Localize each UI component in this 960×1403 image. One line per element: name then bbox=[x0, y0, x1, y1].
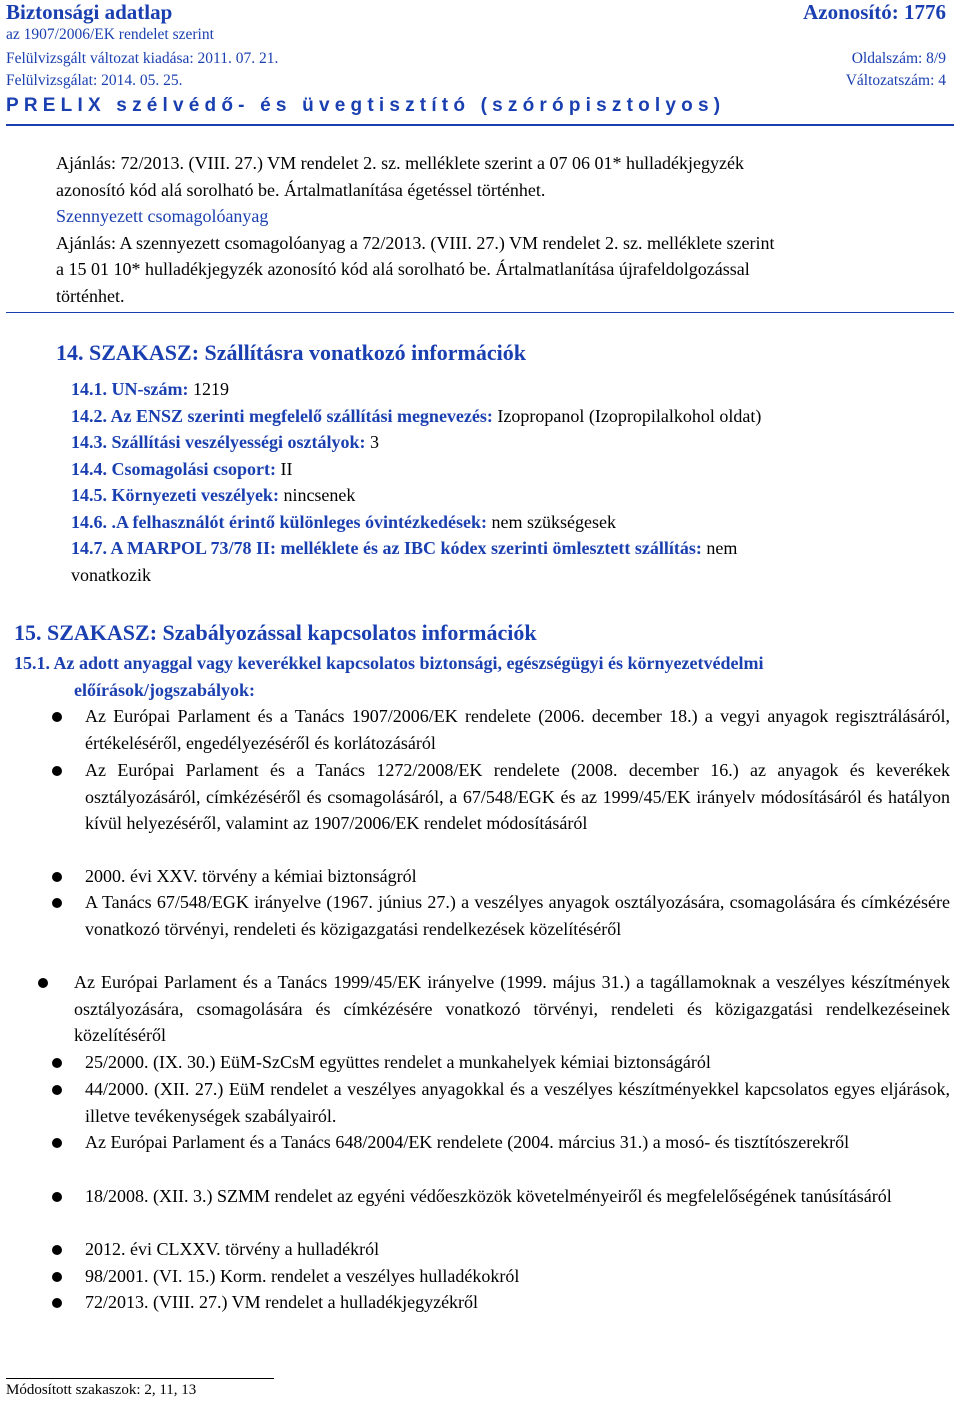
disposal-line-1: Ajánlás: 72/2013. (VIII. 27.) VM rendelet 2. sz. melléklete szerint a 07 06 01* hulladékjegyzék bbox=[56, 153, 744, 173]
regulation-reference: az 1907/2006/EK rendelet szerint bbox=[6, 26, 214, 43]
product-name: PRELIX szélvédő- és üvegtisztító (szórópisztolyos) bbox=[6, 95, 726, 116]
bullet-icon bbox=[52, 1192, 62, 1202]
header-divider bbox=[6, 124, 954, 126]
bulk-transport-row-cont: vonatkozik bbox=[71, 564, 151, 585]
section-15-heading: 15. SZAKASZ: Szabályozással kapcsolatos információk bbox=[14, 620, 537, 645]
packaging-line-3: történhet. bbox=[56, 285, 125, 306]
modified-sections: Módosított szakaszok: 2, 11, 13 bbox=[6, 1382, 197, 1398]
packing-group-row: 14.4. Csomagolási csoport: II bbox=[71, 458, 293, 479]
document-header bbox=[6, 0, 946, 25]
bullet-icon bbox=[52, 712, 62, 722]
document-title: Biztonsági adatlap bbox=[6, 0, 173, 24]
subsection-title-line-2: előírások/jogszabályok: bbox=[74, 679, 256, 700]
regulation-item: A Tanács 67/548/EGK irányelve (1967. június 27.) a veszélyes anyagok osztályozására, csomagolására és címkézésére vonatkozó törvényi, rendeleti és közigazgatási rendelkezések közelítéséről bbox=[85, 892, 950, 939]
regulation-item: 25/2000. (IX. 30.) EüM-SzCsM együttes rendelet a munkahelyek kémiai biztonságáról bbox=[85, 1052, 711, 1072]
version-number: Változatszám: 4 bbox=[845, 72, 946, 89]
regulation-item: 2000. évi XXV. törvény a kémiai biztonságról bbox=[85, 866, 417, 886]
environmental-hazards-row: 14.5. Környezeti veszélyek: nincsenek bbox=[71, 485, 356, 505]
regulation-item: 98/2001. (VI. 15.) Korm. rendelet a veszélyes hulladékokról bbox=[85, 1266, 520, 1286]
disposal-line-2: azonosító kód alá sorolható be. Ártalmatlanítása égetéssel történhet. bbox=[56, 179, 546, 200]
regulation-item: 72/2013. (VIII. 27.) VM rendelet a hulladékjegyzékről bbox=[85, 1292, 479, 1312]
regulations-subheading bbox=[14, 650, 952, 703]
regulation-item: 44/2000. (XII. 27.) EüM rendelet a veszélyes anyagokkal és a veszélyes készítményekkel kapcsolatos egyes eljárások, illetve tevékenységek szabályairól. bbox=[85, 1079, 950, 1126]
section-14-heading: 14. SZAKASZ: Szállításra vonatkozó információk bbox=[56, 340, 526, 365]
bullet-icon bbox=[52, 1058, 62, 1068]
section-divider bbox=[6, 312, 954, 313]
page-number: Oldalszám: 8/9 bbox=[851, 50, 946, 67]
special-precautions-row: 14.6. .A felhasználót érintő különleges óvintézkedések: nem szükségesek bbox=[71, 511, 616, 532]
regulation-item: Az Európai Parlament és a Tanács 1907/2006/EK rendelete (2006. december 18.) a vegyi anyagok regisztrálásáról, értékeléséről, engedélyezéséről és korlátozásáról bbox=[85, 706, 950, 753]
bullet-icon bbox=[52, 872, 62, 882]
subsection-title-line-1: Az adott anyaggal vagy keverékkel kapcsolatos biztonsági, egészségügyi és környezetvédelmi bbox=[53, 653, 764, 673]
shipping-name-row: 14.2. Az ENSZ szerinti megfelelő szállítási megnevezés: Izopropanol (Izopropilalkohol oldat) bbox=[71, 405, 762, 426]
hazard-class-row: 14.3. Szállítási veszélyességi osztályok: 3 bbox=[71, 432, 379, 452]
bullet-icon bbox=[52, 1272, 62, 1282]
packaging-line-1: Ajánlás: A szennyezett csomagolóanyag a 72/2013. (VIII. 27.) VM rendelet 2. sz. melléklete szerint bbox=[56, 232, 775, 253]
regulation-item: 18/2008. (XII. 3.) SZMM rendelet az egyéni védőeszközök követelményeiről és megfelelőségének tanúsításáról bbox=[85, 1186, 892, 1206]
subsection-number: 15.1. bbox=[14, 653, 50, 673]
packaging-line-2: a 15 01 10* hulladékjegyzék azonosító kód alá sorolható be. Ártalmatlanítása újrafeldolgozással bbox=[56, 259, 750, 279]
regulation-item: Az Európai Parlament és a Tanács 1999/45/EK irányelve (1999. május 31.) a tagállamoknak a veszélyes készítmények osztályozására, csomagolására és címkézésére vonatkozó törvényi, rendeleti és közigazgatási rendelkezéseinek közelítéséről bbox=[74, 972, 950, 1045]
bulk-transport-row: 14.7. A MARPOL 73/78 II: melléklete és az IBC kódex szerinti ömlesztett szállítás: nem bbox=[71, 538, 738, 558]
revised-issue-date: Felülvizsgált változat kiadása: 2011. 07. 21. bbox=[6, 50, 279, 67]
review-date: Felülvizsgálat: 2014. 05. 25. bbox=[6, 72, 183, 89]
regulation-item: 2012. évi CLXXV. törvény a hulladékról bbox=[85, 1239, 380, 1259]
bullet-icon bbox=[52, 1138, 62, 1148]
regulation-item: Az Európai Parlament és a Tanács 648/2004/EK rendelete (2004. március 31.) a mosó- és tisztítószerekről bbox=[85, 1132, 850, 1152]
bullet-icon bbox=[52, 1245, 62, 1255]
bullet-icon bbox=[52, 1298, 62, 1308]
bullet-icon bbox=[52, 1085, 62, 1095]
regulation-item: Az Európai Parlament és a Tanács 1272/2008/EK rendelete (2008. december 16.) az anyagok és keverékek osztályozásáról, címkézéséről és csomagolásáról, a 67/548/EGK és az 1999/45/EK irányelv módosításáról és hatályon kívül helyezéséről, valamint az 1907/2006/EK rendelet módosításáról bbox=[85, 760, 950, 833]
packaging-heading: Szennyezett csomagolóanyag bbox=[56, 206, 269, 226]
un-number-row: 14.1. UN-szám: 1219 bbox=[71, 379, 229, 399]
transport-info-list bbox=[71, 376, 950, 588]
bullet-icon bbox=[52, 898, 62, 908]
document-id: Azonosító: 1776 bbox=[803, 0, 946, 24]
disposal-recommendation bbox=[56, 150, 952, 309]
bullet-icon bbox=[38, 978, 48, 988]
footer-divider bbox=[6, 1378, 274, 1379]
bullet-icon bbox=[52, 766, 62, 776]
